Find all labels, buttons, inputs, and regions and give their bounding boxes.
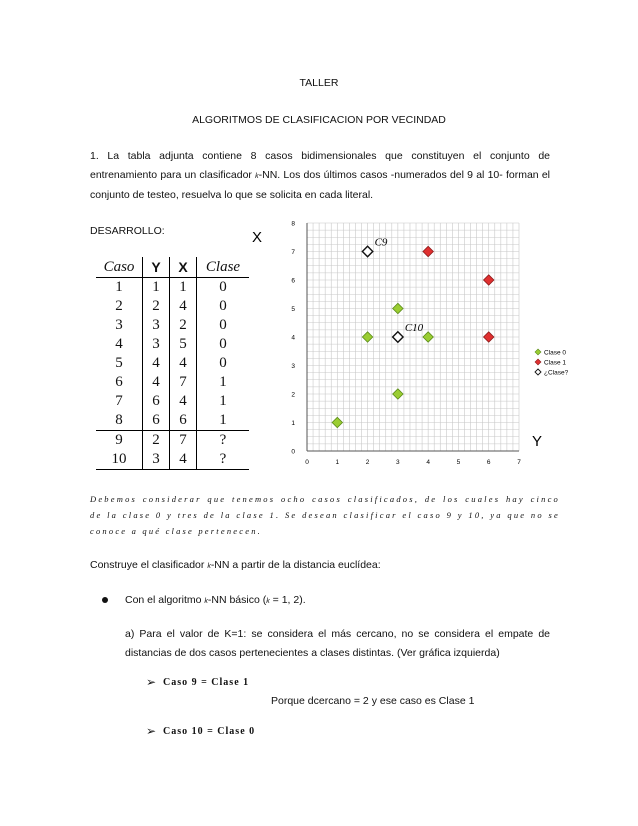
- chart-annotation: C9: [374, 236, 388, 249]
- table-row: [96, 373, 249, 392]
- table-cell: 2: [170, 316, 197, 335]
- data-point-clase0: [362, 332, 372, 342]
- caso10-result: Caso 10 = Clase 0: [163, 726, 256, 737]
- bullet-line: [125, 591, 306, 611]
- table-cell: 4: [115, 336, 123, 352]
- data-point-clase1: [484, 275, 494, 285]
- desarrollo-label: DESARROLLO:: [90, 225, 165, 237]
- table-row: [96, 431, 249, 451]
- table-cell: 3: [143, 316, 170, 335]
- y-tick-label: 8: [291, 220, 295, 228]
- table-cell: 1: [197, 392, 250, 411]
- porque-text: Porque dcercano = 2 y ese caso es Clase 1: [271, 695, 475, 707]
- table-cell: 4: [143, 354, 170, 373]
- data-point-clase1: [423, 246, 433, 256]
- data-point-clase0: [332, 417, 342, 427]
- table-row: [96, 450, 249, 470]
- table-cell: 6: [170, 411, 197, 431]
- legend-marker: [535, 359, 541, 365]
- legend-label: Clase 1: [544, 359, 567, 367]
- construye-k: k: [207, 563, 211, 570]
- table-cell: 0: [197, 316, 250, 335]
- table-cell: 10: [96, 450, 143, 470]
- table-cell: 1: [143, 278, 170, 298]
- table-cell: 0: [197, 297, 250, 316]
- table-cell: ?: [197, 431, 250, 451]
- y-tick-label: 5: [291, 306, 295, 313]
- x-tick-label: 5: [456, 459, 461, 466]
- construye-text-1: Construye el clasificador: [90, 559, 208, 571]
- page-subtitle: ALGORITMOS DE CLASIFICACION POR VECINDAD: [192, 114, 446, 126]
- intro-text-2: -NN. Los dos últimos casos -numerados del 9 al 10- forman el conjunto de testeo, resuelva lo que se solicita en cada literal.: [90, 169, 551, 201]
- y-tick-label: 0: [291, 448, 295, 456]
- table-cell: 2: [115, 298, 123, 314]
- data-point-clase0: [393, 303, 403, 313]
- table-row: [96, 316, 249, 335]
- legend-label: Clase 0: [544, 349, 567, 357]
- table-cell: 1: [197, 411, 250, 431]
- data-point-clase1: [484, 332, 494, 342]
- table-cell: 1: [197, 373, 250, 392]
- table-cell: 4: [170, 450, 197, 470]
- col-header-caso: Caso: [96, 257, 143, 278]
- x-tick-label: 0: [305, 459, 309, 466]
- table-cell: 5: [115, 355, 123, 371]
- table-cell: 7: [115, 393, 123, 409]
- intro-k: k: [255, 173, 259, 180]
- construye-text-2: -NN a partir de la distancia euclídea:: [210, 559, 381, 571]
- y-tick-label: 4: [291, 334, 295, 342]
- note-paragraph: Debemos considerar que tenemos ocho casos clasificados, de los cuales hay cinco de la clase 0 y tres de la clase 1. Se desean clasificar el caso 9 y 10, ya que no se conoce a qué clase pertenecen.: [90, 494, 560, 536]
- table-cell: 1: [170, 278, 197, 298]
- table-cell: 3: [115, 317, 123, 333]
- table-cell: 6: [143, 392, 170, 411]
- table-cell: 4: [143, 373, 170, 392]
- chart-legend: [535, 349, 569, 376]
- table-row: [96, 354, 249, 373]
- table-cell: 2: [143, 431, 170, 451]
- table-cell: 1: [115, 279, 123, 295]
- table-cell: 6: [143, 411, 170, 431]
- y-tick-label: 3: [291, 363, 295, 370]
- table-cell: 3: [143, 450, 170, 470]
- table-cell: 0: [197, 335, 250, 354]
- y-tick-label: 1: [291, 420, 295, 427]
- intro-text-1: 1. La tabla adjunta contiene 8 casos bidimensionales que constituyen el conjunto de entrenamiento para un clasificador: [90, 150, 550, 181]
- col-header-x: X: [170, 257, 197, 278]
- table-row: [96, 392, 249, 411]
- bullet-text-2: -NN básico (: [207, 594, 267, 606]
- x-tick-label: 4: [426, 459, 430, 466]
- table-row: [96, 411, 249, 431]
- table-cell: 4: [170, 392, 197, 411]
- y-tick-label: 6: [291, 277, 295, 285]
- x-tick-label: 3: [396, 459, 400, 466]
- x-tick-label: 7: [517, 459, 521, 466]
- data-point-clase0: [423, 332, 433, 342]
- x-tick-label: 6: [486, 459, 491, 466]
- chart-ticks: [291, 221, 521, 467]
- bullet-k: k: [204, 598, 208, 605]
- y-tick-label: 2: [291, 391, 295, 399]
- data-point-unknown: [393, 332, 403, 342]
- table-cell: 4: [170, 297, 197, 316]
- legend-marker: [535, 369, 541, 375]
- table-row: [96, 335, 249, 354]
- chart-axis-letter-y: Y: [532, 433, 543, 450]
- cases-table: [96, 257, 249, 470]
- legend-label: ¿Clase?: [544, 369, 569, 377]
- table-cell: 3: [143, 335, 170, 354]
- caso9-result: Caso 9 = Clase 1: [163, 677, 250, 688]
- y-tick-label: 7: [291, 249, 295, 256]
- scatter-chart-wrapper: [252, 214, 582, 479]
- legend-marker: [535, 349, 541, 355]
- table-cell: 8: [115, 412, 123, 428]
- bullet-text-1: Con el algoritmo: [125, 594, 205, 606]
- arrow-bullet-icon-2: ➢: [146, 724, 157, 738]
- arrow-bullet-icon: ➢: [146, 675, 157, 689]
- x-tick-label: 1: [335, 459, 340, 466]
- intro-paragraph: [90, 147, 550, 205]
- col-header-y: Y: [143, 257, 170, 278]
- table-cell: 0: [197, 278, 250, 298]
- table-cell: 6: [115, 374, 123, 390]
- table-row: [96, 278, 249, 298]
- cases-table-wrapper: [96, 257, 249, 470]
- data-point-unknown: [362, 246, 372, 256]
- table-cell: 7: [170, 431, 197, 451]
- scatter-chart: [252, 214, 582, 474]
- bullet-dot-icon: [102, 597, 108, 603]
- table-cell: 0: [197, 354, 250, 373]
- table-cell: 7: [170, 373, 197, 392]
- table-cell: 4: [170, 354, 197, 373]
- table-cell: 5: [170, 335, 197, 354]
- table-cell: ?: [197, 450, 250, 470]
- bullet-k2: k: [266, 598, 270, 605]
- table-cell: 9: [96, 431, 143, 451]
- chart-annotation: C10: [404, 322, 424, 334]
- data-point-clase0: [393, 389, 403, 399]
- chart-axis-letter-x: X: [252, 229, 263, 246]
- bullet-text-3: = 1, 2).: [269, 594, 306, 606]
- page-title: TALLER: [299, 77, 339, 89]
- construye-line: [90, 556, 381, 576]
- col-header-clase: Clase: [197, 257, 250, 278]
- table-cell: 2: [143, 297, 170, 316]
- x-tick-label: 2: [365, 459, 370, 466]
- item-a-paragraph: a) Para el valor de K=1: se considera el más cercano, no se considera el empate de distancias de dos casos pertenecientes a clases distintas. (Ver gráfica izquierda): [125, 628, 550, 659]
- table-row: [96, 297, 249, 316]
